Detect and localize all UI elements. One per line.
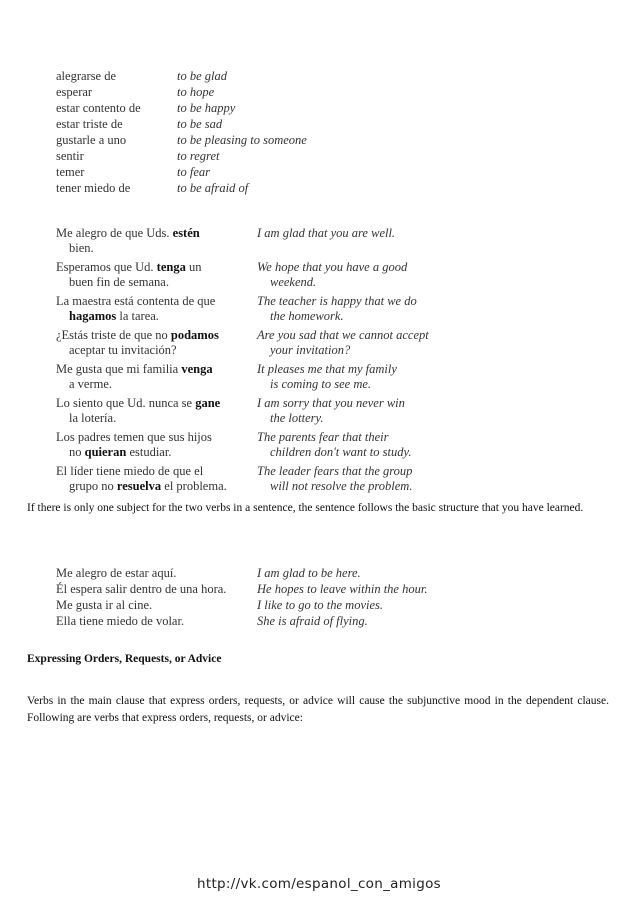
verb-english: to be afraid of <box>177 181 249 195</box>
paragraph-orders: Verbs in the main clause that express orders, requests, or advice will cause the subjunctive mood in the dependent clause. Following are verbs that express orders, requests, or advice: <box>27 695 609 724</box>
example-pair <box>56 566 361 581</box>
example-spanish: Me gusta ir al cine. <box>56 598 153 612</box>
paragraph-single-subject: If there is only one subject for the two verbs in a sentence, the sentence follows the basic structure that you have learned. <box>27 502 584 514</box>
verb-spanish: estar contento de <box>56 101 141 115</box>
example-spanish: ¿Estás triste de que no podamos aceptar tu invitación? <box>56 328 219 357</box>
section-heading: Expressing Orders, Requests, or Advice <box>27 653 222 665</box>
verb-spanish: alegrarse de <box>56 69 117 83</box>
example-pair <box>56 396 405 426</box>
example-spanish: Me alegro de que Uds. estén bien. <box>56 226 200 255</box>
verb-english: to be happy <box>177 101 236 115</box>
verb-spanish: esperar <box>56 85 93 99</box>
verb-spanish: sentir <box>56 149 84 163</box>
verb-spanish: gustarle a uno <box>56 133 127 147</box>
verb-english: to fear <box>177 165 210 179</box>
example-spanish: El líder tiene miedo de que el grupo no resuelva el problema. <box>56 464 227 493</box>
verb-english: to hope <box>177 85 215 99</box>
example-spanish: Ella tiene miedo de volar. <box>56 614 185 628</box>
example-english: The parents fear that their children don't want to study. <box>257 430 412 459</box>
example-pair <box>56 614 368 629</box>
example-pair <box>56 226 396 256</box>
example-english: I like to go to the movies. <box>257 598 384 612</box>
footer-url: http://vk.com/espanol_con_amigos <box>197 876 441 892</box>
example-english: We hope that you have a good weekend. <box>257 260 408 289</box>
example-english: It pleases me that my family is coming to see me. <box>257 362 397 391</box>
infinitive-examples <box>56 566 428 630</box>
example-english: Are you sad that we cannot accept your invitation? <box>257 328 429 357</box>
verb-spanish: tener miedo de <box>56 181 131 195</box>
example-english: I am sorry that you never win the lottery. <box>257 396 405 425</box>
example-spanish: Me alegro de estar aquí. <box>56 566 177 580</box>
example-pair <box>56 328 429 358</box>
example-pair <box>56 430 412 460</box>
verb-english: to be glad <box>177 69 227 83</box>
example-spanish: Los padres temen que sus hijos no quieran estudiar. <box>56 430 212 459</box>
example-spanish: Esperamos que Ud. tenga un buen fin de semana. <box>56 260 202 289</box>
example-pair <box>56 464 413 494</box>
example-pair <box>56 294 417 324</box>
verb-spanish: temer <box>56 165 85 179</box>
example-pair <box>56 362 397 392</box>
example-english: I am glad to be here. <box>257 566 361 580</box>
example-pair <box>56 598 384 613</box>
example-pair <box>56 260 408 290</box>
verb-english: to be pleasing to someone <box>177 133 307 147</box>
example-pair <box>56 582 428 597</box>
example-spanish: Me gusta que mi familia venga a verme. <box>56 362 213 391</box>
verb-spanish: estar triste de <box>56 117 123 131</box>
example-spanish: Él espera salir dentro de una hora. <box>56 582 227 596</box>
subjunctive-examples <box>56 226 429 498</box>
example-english: The teacher is happy that we do the homework. <box>257 294 417 323</box>
verb-english: to regret <box>177 149 220 163</box>
example-english: He hopes to leave within the hour. <box>257 582 428 596</box>
example-english: I am glad that you are well. <box>257 226 396 240</box>
example-english: The leader fears that the group will not resolve the problem. <box>257 464 413 493</box>
example-english: She is afraid of flying. <box>257 614 368 628</box>
example-spanish: La maestra está contenta de que hagamos la tarea. <box>56 294 216 323</box>
example-spanish: Lo siento que Ud. nunca se gane la lotería. <box>56 396 221 425</box>
verb-english: to be sad <box>177 117 223 131</box>
